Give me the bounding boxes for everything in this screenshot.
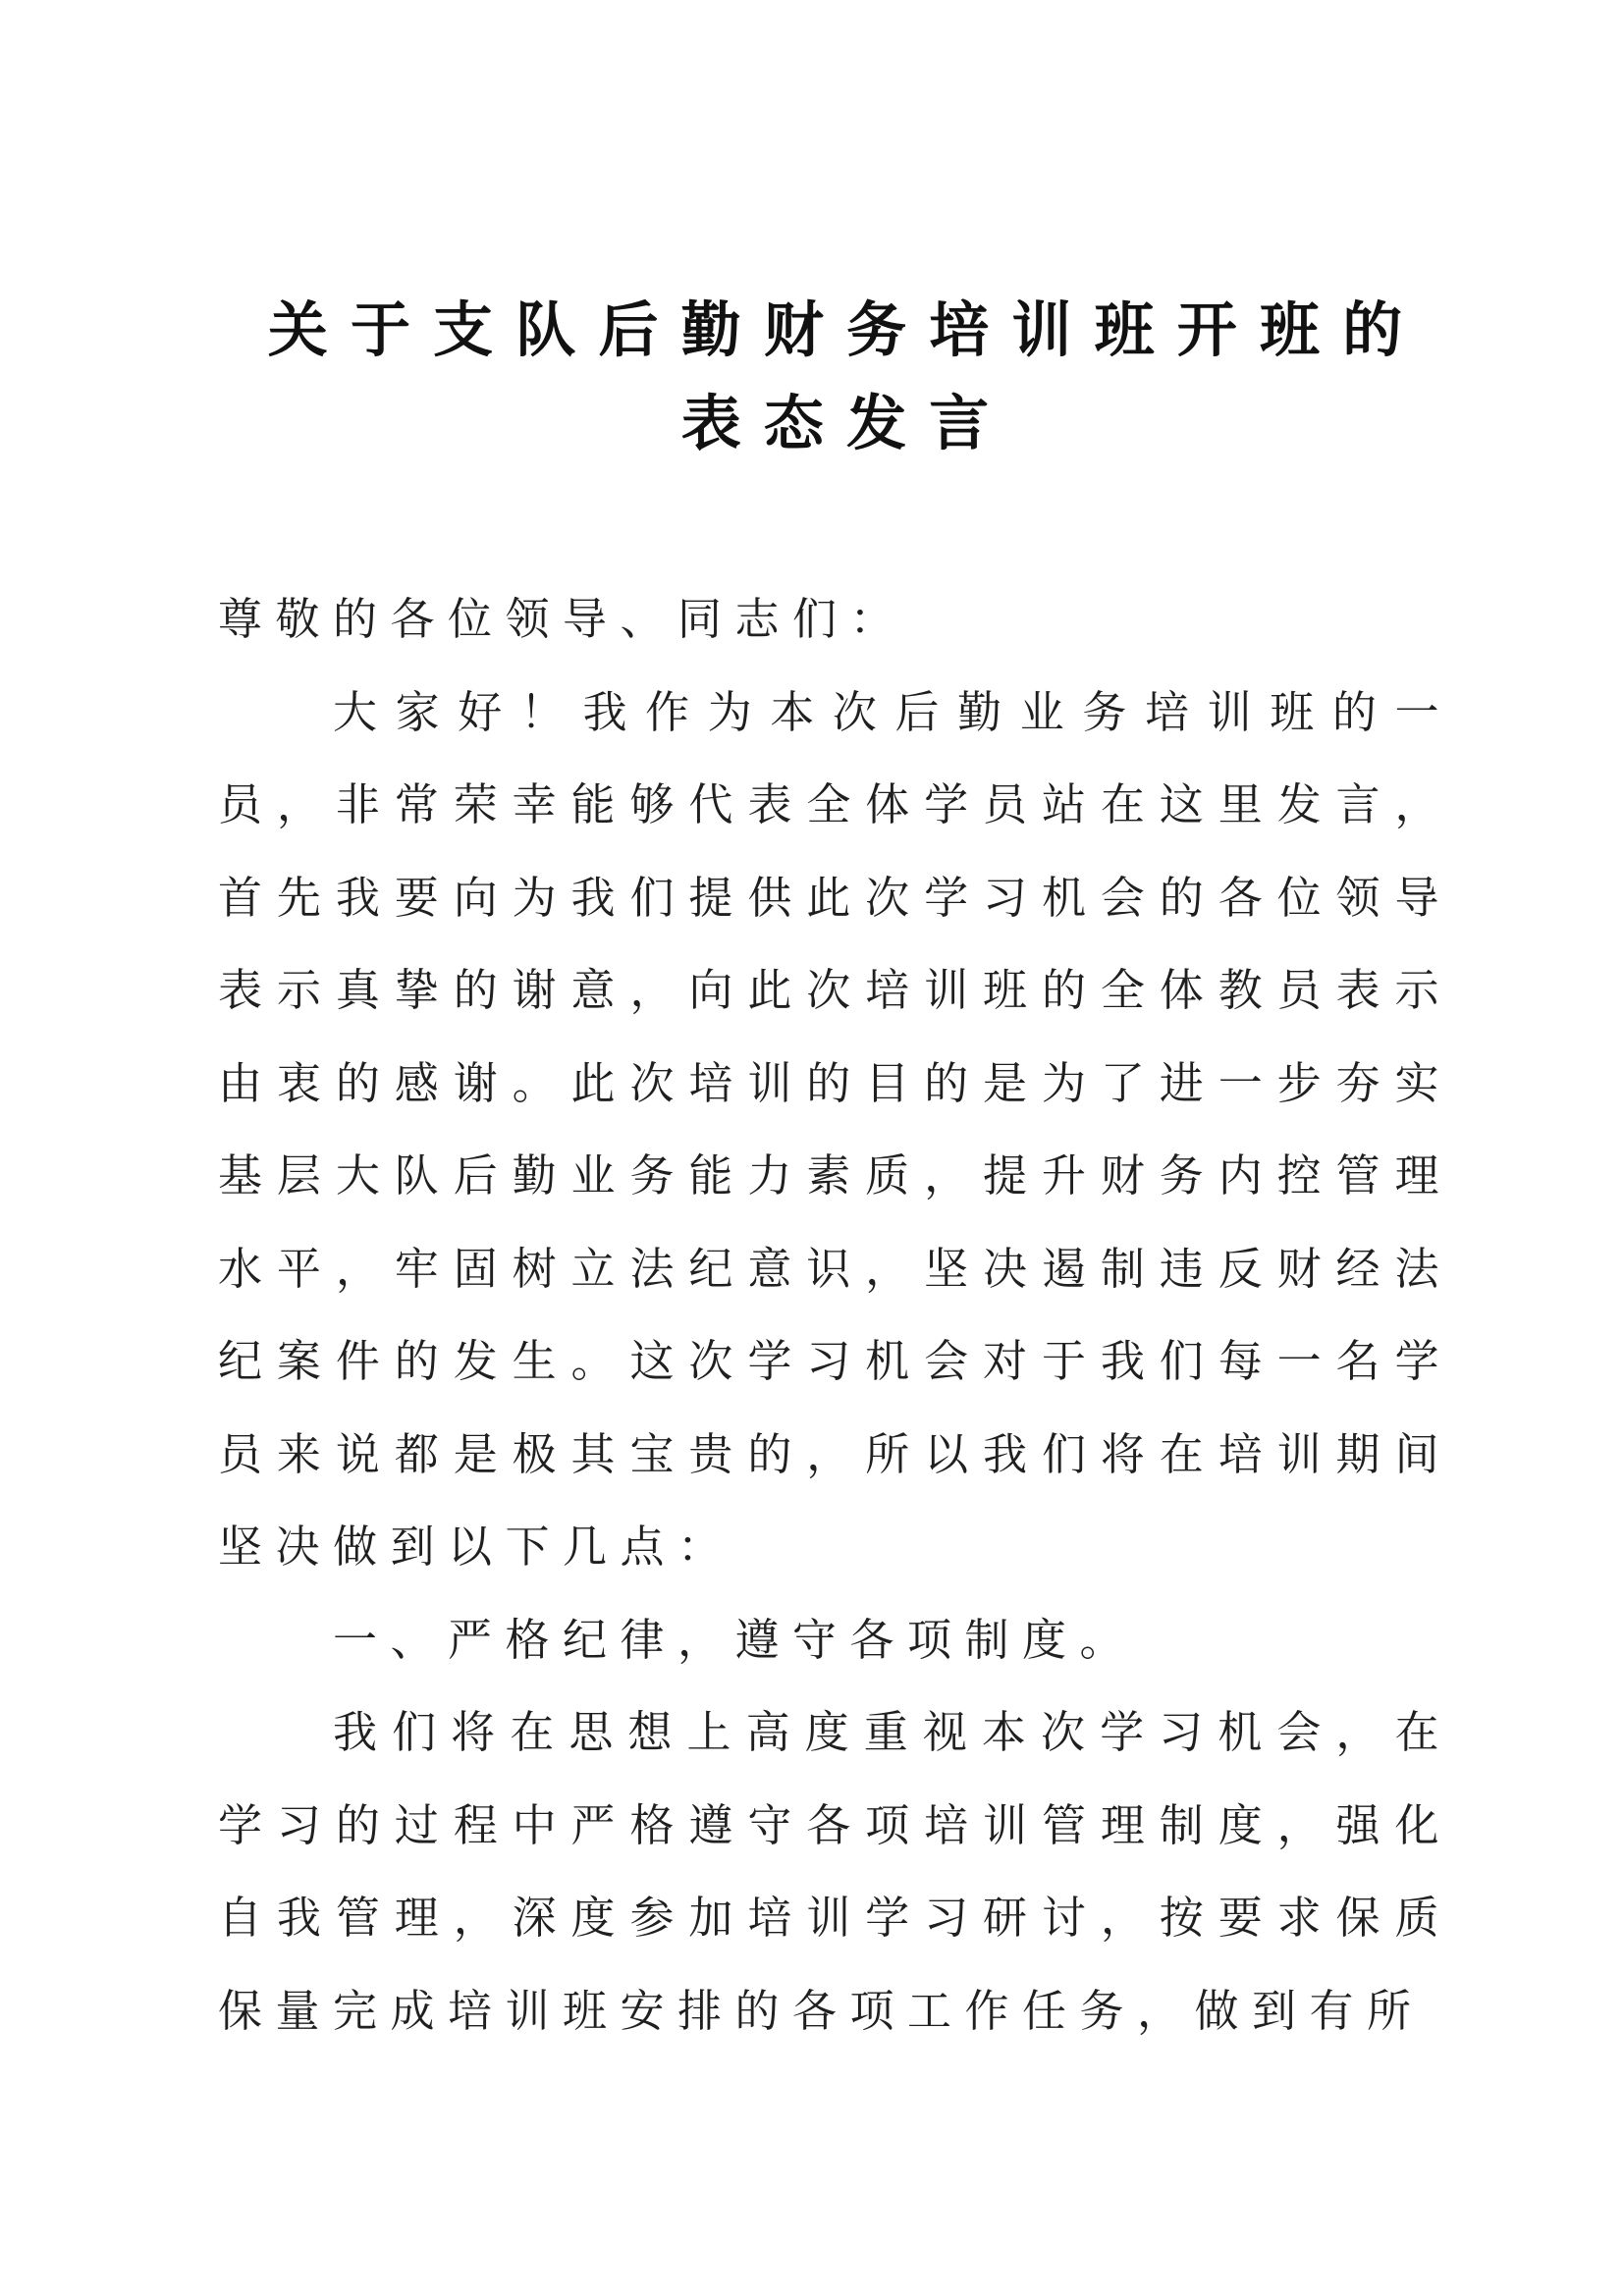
- document-title-line-1: 关于支队后勤财务培训班开班的: [267, 295, 1426, 365]
- document-title-line-2: 表态发言: [680, 388, 1012, 458]
- body-paragraph: 我们将在思想上高度重视本次学习机会，在学习的过程中严格遵守各项培训管理制度，强化自我管理，深度参加培训学习研讨，按要求保质保量完成培训班安排的各项工作任务，做到有所: [218, 1706, 1452, 2037]
- body-paragraph: 大家好！我作为本次后勤业务培训班的一员，非常荣幸能够代表全体学员站在这里发言，首先我要向为我们提供此次学习机会的各位领导表示真挚的谢意，向此次培训班的全体教员表示由衷的感谢。此次培训的目的是为了进一步夯实基层大队后勤业务能力素质，提升财务内控管理水平，牢固树立法纪意识，坚决遏制违反财经法纪案件的发生。这次学习机会对于我们每一名学员来说都是极其宝贵的，所以我们将在培训期间坚决做到以下几点：: [218, 685, 1452, 1574]
- document-title: [218, 285, 1452, 470]
- section-heading: 一、严格纪律，遵守各项制度。: [333, 1613, 1138, 1666]
- document-body: [218, 573, 1452, 2057]
- salutation-paragraph: 尊敬的各位领导、同志们：: [218, 593, 908, 646]
